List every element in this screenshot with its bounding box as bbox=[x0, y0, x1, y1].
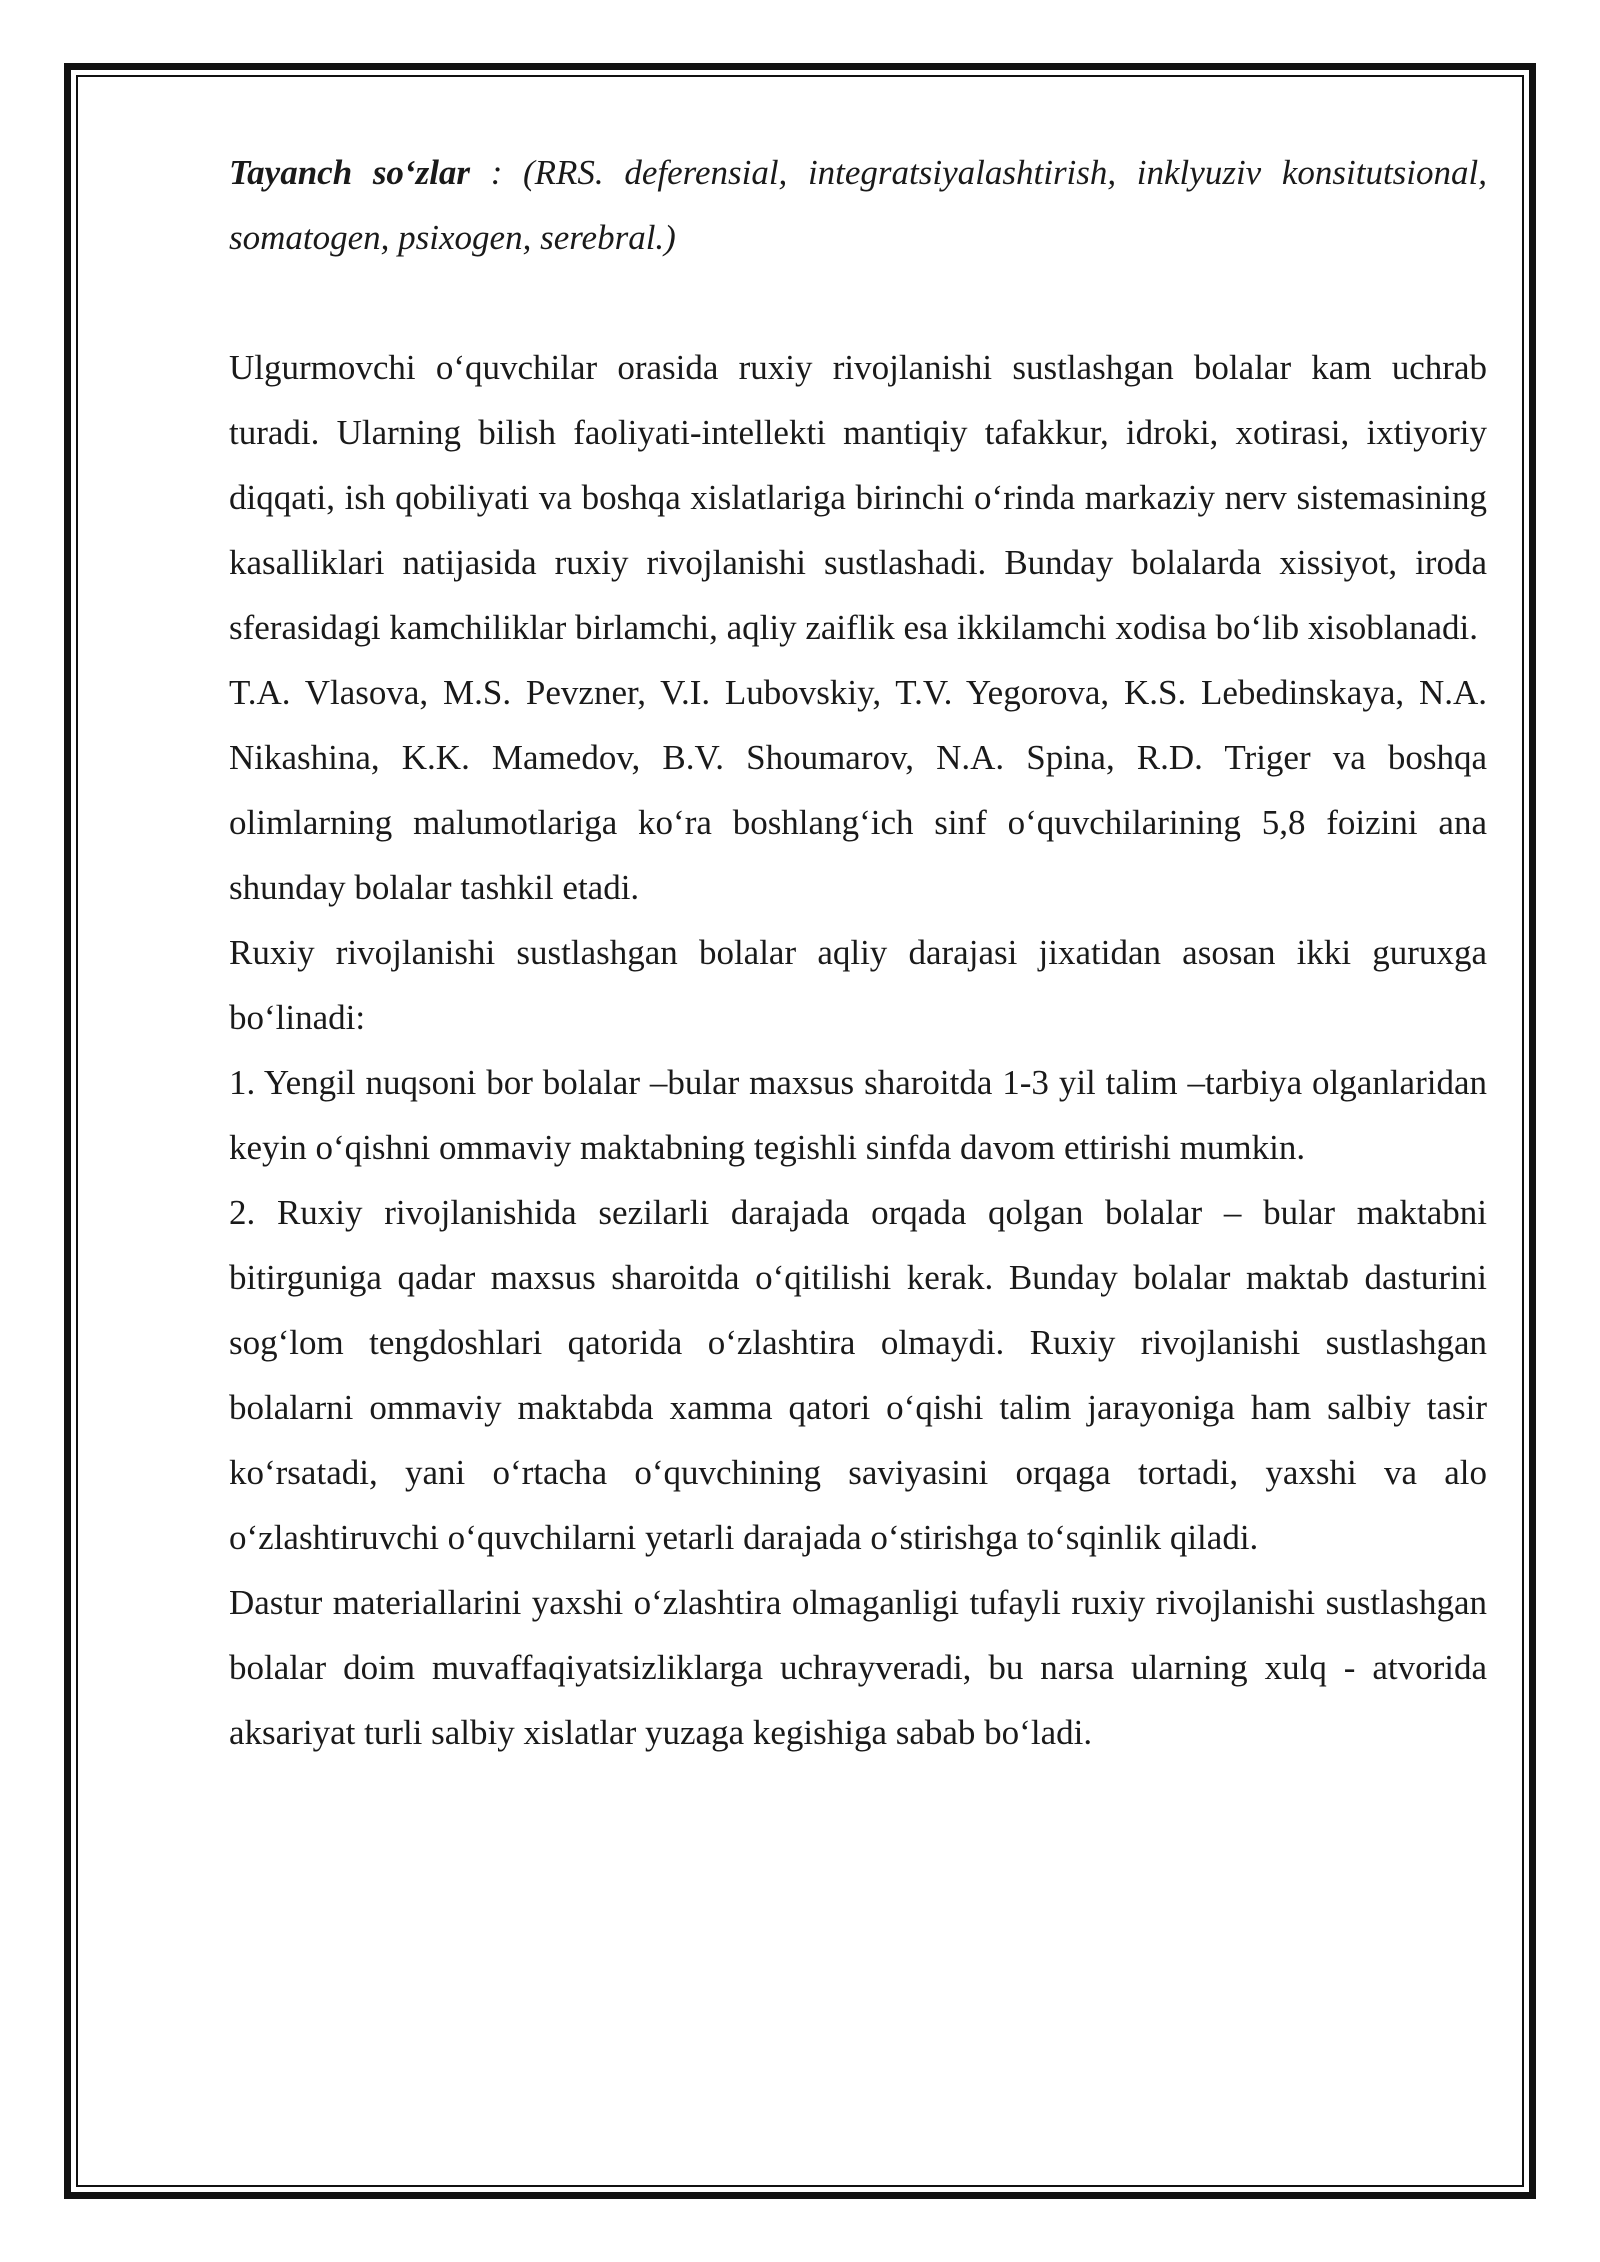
keywords-paragraph bbox=[229, 140, 1487, 270]
paragraph-group-1: 1. Yengil nuqsoni bor bolalar –bular maxsus sharoitda 1-3 yil talim –tarbiya olganlaridan keyin o‘qishni ommaviy maktabning tegishli sinfda davom ettirishi mumkin. bbox=[229, 1063, 1487, 1167]
paragraph-scholars: T.A. Vlasova, M.S. Pevzner, V.I. Lubovskiy, T.V. Yegorova, K.S. Lebedinskaya, N.A. Nikashina, K.K. Mamedov, B.V. Shoumarov, N.A. Spina, R.D. Triger va boshqa olimlarning malumotlariga ko‘ra boshlang‘ich sinf o‘quvchilarining 5,8 foizini ana shunday bolalar tashkil etadi. bbox=[229, 673, 1487, 907]
document-body bbox=[229, 140, 1487, 1765]
paragraph-group-2: 2. Ruxiy rivojlanishida sezilarli darajada orqada qolgan bolalar – bular maktabni bitirguniga qadar maxsus sharoitda o‘qitilishi kerak. Bunday bolalar maktab dasturini sog‘lom tengdoshlari qatorida o‘zlashtira olmaydi. Ruxiy rivojlanishi sustlashgan bolalarni ommaviy maktabda xamma qatori o‘qishi talim jarayoniga ham salbiy tasir ko‘rsatadi, yani o‘rtacha o‘quvchining saviyasini orqaga tortadi, yaxshi va alo o‘zlashtiruvchi o‘quvchilarni yetarli darajada o‘stirishga to‘sqinlik qiladi. bbox=[229, 1193, 1487, 1557]
keywords-list: : (RRS. deferensial, integratsiyalashtirish, inklyuziv konsitutsional, somatogen, psixogen, serebral.) bbox=[229, 153, 1487, 257]
paragraph-conclusion: Dastur materiallarini yaxshi o‘zlashtira olmaganligi tufayli ruxiy rivojlanishi sustlashgan bolalar doim muvaffaqiyatsizliklarga uchrayveradi, bu narsa ularning xulq - atvorida aksariyat turli salbiy xislatlar yuzaga kegishiga sabab bo‘ladi. bbox=[229, 1583, 1487, 1752]
paragraph-intro: Ulgurmovchi o‘quvchilar orasida ruxiy rivojlanishi sustlashgan bolalar kam uchrab turadi. Ularning bilish faoliyati-intellekti mantiqiy tafakkur, idroki, xotirasi, ixtiyoriy diqqati, ish qobiliyati va boshqa xislatlariga birinchi o‘rinda markaziy nerv sistemasining kasalliklari natijasida ruxiy rivojlanishi sustlashadi. Bunday bolalarda xissiyot, iroda sferasidagi kamchiliklar birlamchi, aqliy zaiflik esa ikkilamchi xodisa bo‘lib xisoblanadi. bbox=[229, 348, 1487, 647]
paragraph-groups: Ruxiy rivojlanishi sustlashgan bolalar aqliy darajasi jixatidan asosan ikki guruxga bo‘linadi: bbox=[229, 933, 1487, 1037]
paragraph-spacer bbox=[229, 270, 1487, 335]
keywords-label: Tayanch so‘zlar bbox=[229, 153, 471, 192]
